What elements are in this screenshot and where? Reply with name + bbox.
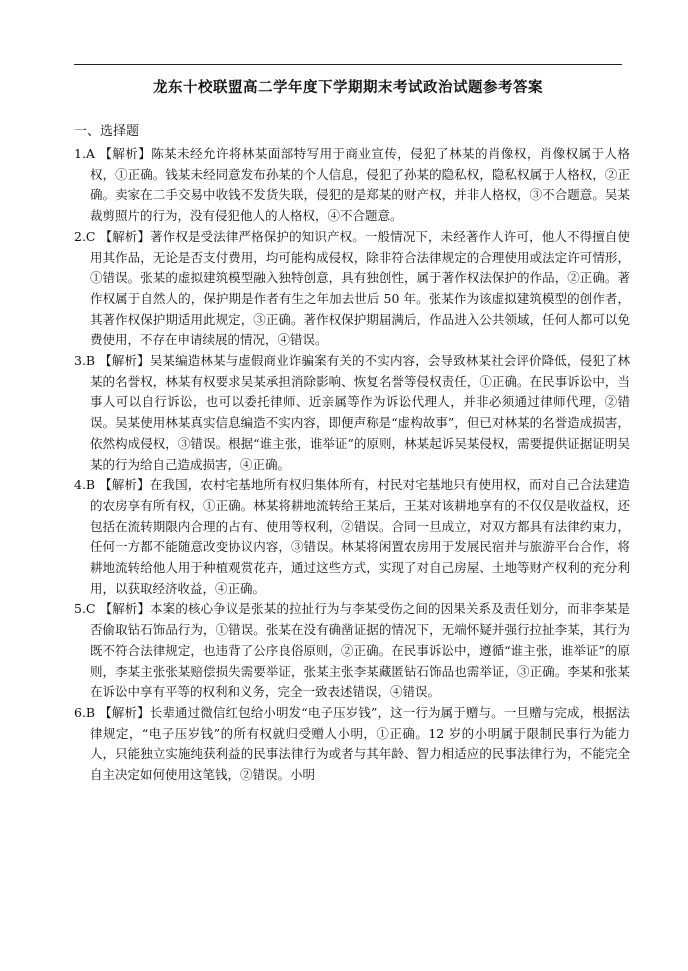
answer-item-4: 4.B 【解析】在我国，农村宅基地所有权归集体所有，村民对宅基地只有使用权，而对自己合法建造的农房享有所有权，①正确。林某将耕地流转给王某后，王某对该耕地享有的不仅仅是收益权，还包括在流转期限内合理的占有、使用等权利，②错误。合同一旦成立，对双方都具有法律约束力，任何一方都不能随意改变协议内容，③错误。林某将闲置农房用于发展民宿并与旅游平台合作，将耕地流转给他人用于种植观赏花卉，通过这些方式，实现了对自己房屋、土地等财产权利的充分利用，以获取经济收益，④正确。 (74, 477, 630, 596)
answer-item-2: 2.C 【解析】著作权是受法律严格保护的知识产权。一般情况下，未经著作人许可，他人不得擅自使用其作品，无论是否支付费用，均可能构成侵权，除非符合法律规定的合理使用或法定许可情形，①错误。张某的虚拟建筑模型融入独特创意，具有独创性，属于著作权法保护的作品，②正确。著作权属于自然人的，保护期是作者有生之年加去世后 50 年。张某作为该虚拟建筑模型的创作者，其著作权保护期适用此规定，③正确。著作权保护期届满后，作品进入公共领域，任何人都可以免费使用，不存在申请续展的情况，④错误。 (74, 228, 630, 348)
answer-item-3: 3.B 【解析】吴某编造林某与虚假商业诈骗案有关的不实内容，会导致林某社会评价降低，侵犯了林某的名誉权，林某有权要求吴某承担消除影响、恢复名誉等侵权责任，①正确。在民事诉讼中，当事人可以自行诉讼，也可以委托律师、近亲属等作为诉讼代理人，并非必须通过律师代理，②错误。吴某使用林某真实信息编造不实内容，即便声称是“虚构故事”，但已对林某的名誉造成损害，依然构成侵权，③错误。根据“谁主张，谁举证”的原则，林某起诉吴某侵权，需要提供证据证明吴某的行为给自己造成损害，④正确。 (74, 353, 630, 472)
answer-item-5: 5.C 【解析】本案的核心争议是张某的拉扯行为与李某受伤之间的因果关系及责任划分，而非李某是否偷取钻石饰品行为，①错误。张某在没有确凿证据的情况下，无端怀疑并强行拉扯李某，其行为既不符合法律规定，也违背了公序良俗原则，②正确。在民事诉讼中，遵循“谁主张，谁举证”的原则，李某主张张某赔偿损失需要举证，张某主张李某藏匿钻石饰品也需举证，③正确。李某和张某在诉讼中享有平等的权利和义务，完全一致表述错误，④错误。 (74, 601, 630, 700)
answer-list (74, 144, 630, 786)
page-title: 龙东十校联盟高二学年度下学期期末考试政治试题参考答案 (153, 80, 543, 96)
header-rule (74, 64, 622, 65)
answer-item-6: 6.B 【解析】长辈通过微信红包给小明发“电子压岁钱”，这一行为属于赠与。一旦赠与完成，根据法律规定，“电子压岁钱”的所有权就归受赠人小明，①正确。12 岁的小明属于限制民事行为能力人，只能独立实施纯获利益的民事法律行为或者与其年龄、智力相适应的民事法律行为，不能完全自主决定如何使用这笔钱，②错误。小明 (74, 704, 630, 783)
answer-item-1: 1.A 【解析】陈某未经允许将林某面部特写用于商业宣传，侵犯了林某的肖像权，肖像权属于人格权，①正确。钱某未经同意发布孙某的个人信息，侵犯了孙某的隐私权，隐私权属于人格权，②正确。卖家在二手交易中收钱不发货失联，侵犯的是郑某的财产权，并非人格权，③不合题意。吴某裁剪照片的行为，没有侵犯他人的人格权，④不合题意。 (74, 146, 630, 224)
section-heading: 一、选择题 (74, 124, 140, 139)
